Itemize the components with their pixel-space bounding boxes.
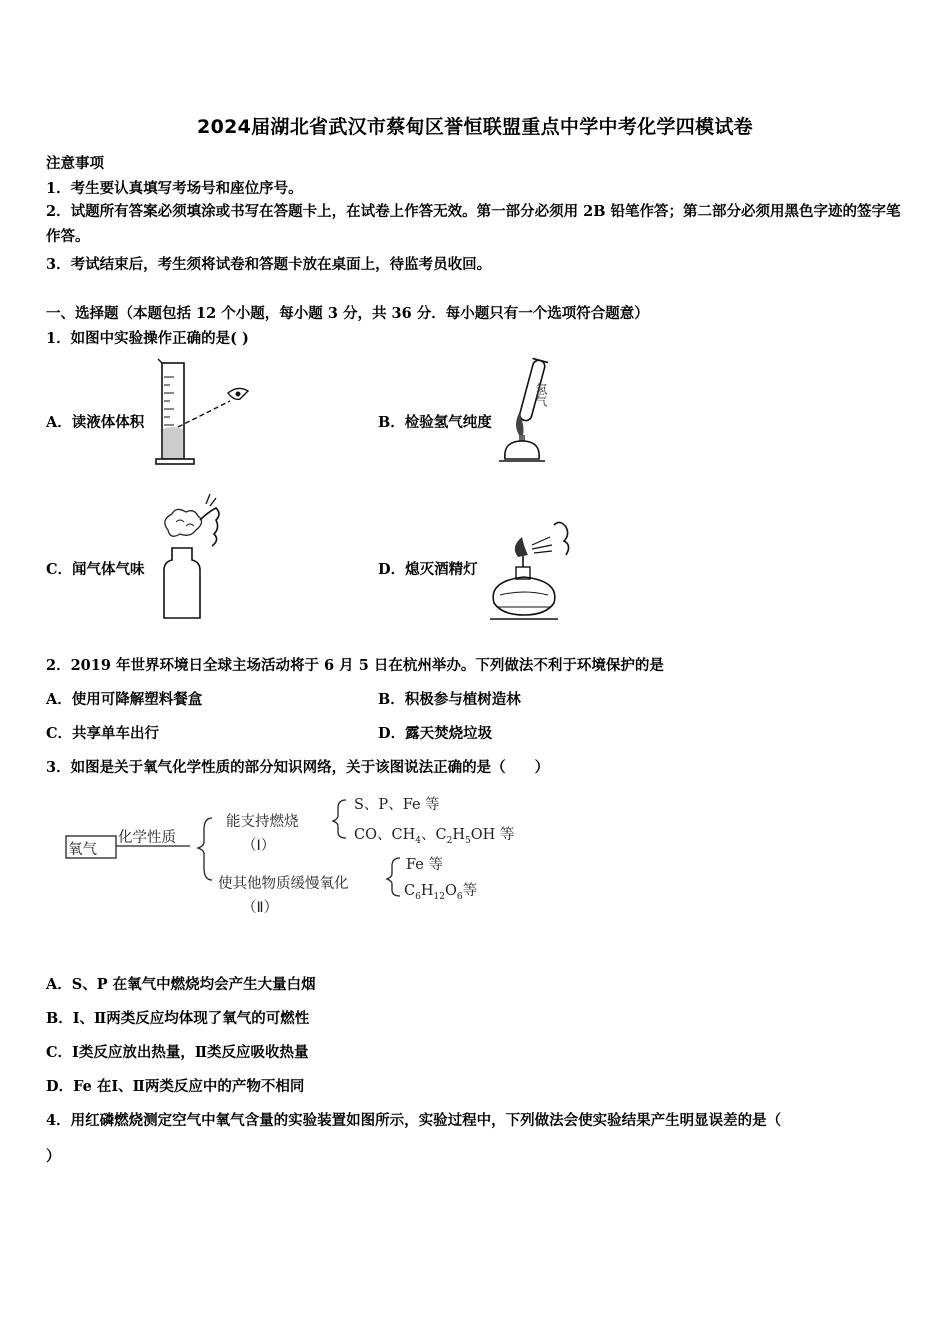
figure-d-extinguish-lamp — [480, 515, 590, 627]
q3-option-d: D．Fe 在Ⅰ、Ⅱ两类反应中的产物不相同 — [46, 1078, 305, 1095]
page-title: 2024届湖北省武汉市蔡甸区誉恒联盟重点中学中考化学四模试卷 — [197, 116, 753, 138]
diagram-branch-2-num: （Ⅱ） — [242, 900, 279, 916]
q2-option-d: D．露天焚烧垃圾 — [378, 725, 493, 742]
section-heading: 一、选择题（本题包括 12 个小题，每小题 3 分，共 36 分．每小题只有一个选项符合题意） — [46, 305, 649, 322]
q2-option-b: B．积极参与植树造林 — [378, 691, 521, 708]
diagram-branch-1-item-1: S、P、Fe 等 — [354, 797, 440, 813]
q3-option-b: B．Ⅰ、Ⅱ两类反应均体现了氧气的可燃性 — [46, 1010, 310, 1027]
diagram-branch-1-num: （Ⅰ） — [242, 838, 276, 854]
notice-item-3: 3．考试结束后，考生须将试卷和答题卡放在桌面上，待监考员收回。 — [46, 256, 492, 273]
q3-stem: 3．如图是关于氧气化学性质的部分知识网络，关于该图说法正确的是（ ） — [46, 759, 550, 776]
svg-text:氢气: 氢气 — [534, 383, 548, 407]
diagram-branch-2-item-2: $C_6H_{12}O_6$等 — [404, 883, 478, 902]
diagram-root: 氧气 — [68, 842, 97, 858]
notice-item-2: 2．试题所有答案必须填涂或书写在答题卡上，在试卷上作答无效。第一部分必须用 2B 铅笔作答；第二部分必须用黑色字迹的签字笔作答。 — [46, 203, 901, 245]
q2-option-c: C．共享单车出行 — [46, 725, 160, 742]
q4-stem: 4．用红磷燃烧测定空气中氧气含量的实验装置如图所示，实验过程中，下列做法会使实验结果产生明显误差的是（ — [46, 1112, 782, 1129]
q3-option-a: A．S、P 在氧气中燃烧均会产生大量白烟 — [46, 976, 316, 993]
figure-c-smell-gas — [150, 490, 250, 625]
q1-option-b: B．检验氢气纯度 — [378, 414, 492, 431]
diagram-property: 化学性质 — [118, 830, 176, 846]
oxygen-knowledge-diagram — [60, 786, 540, 921]
eye-icon — [236, 392, 241, 397]
diagram-branch-1-item-2: CO、$CH_4$、$C_2H_5OH$ 等 — [354, 827, 515, 846]
diagram-branch-2: 使其他物质缓慢氧化 — [218, 876, 349, 892]
q1-option-d: D．熄灭酒精灯 — [378, 561, 478, 578]
q2-option-a: A．使用可降解塑料餐盒 — [46, 691, 203, 708]
q1-stem: 1．如图中实验操作正确的是( ) — [46, 330, 249, 347]
q1-option-c: C．闻气体气味 — [46, 561, 145, 578]
q2-stem: 2．2019 年世界环境日全球主场活动将于 6 月 5 日在杭州举办。下列做法不利于环境保护的是 — [46, 657, 664, 674]
q1-option-a: A．读液体体积 — [46, 414, 145, 431]
notice-item-1: 1．考生要认真填写考场号和座位序号。 — [46, 180, 303, 197]
figure-a-cylinder — [150, 355, 290, 470]
q3-option-c: C．Ⅰ类反应放出热量，Ⅱ类反应吸收热量 — [46, 1044, 309, 1061]
figure-b-hydrogen-test — [495, 355, 575, 470]
notice-heading: 注意事项 — [46, 155, 104, 172]
q4-stem-end: ） — [46, 1148, 61, 1165]
diagram-branch-2-item-1: Fe 等 — [406, 857, 443, 873]
diagram-branch-1: 能支持燃烧 — [226, 814, 299, 830]
